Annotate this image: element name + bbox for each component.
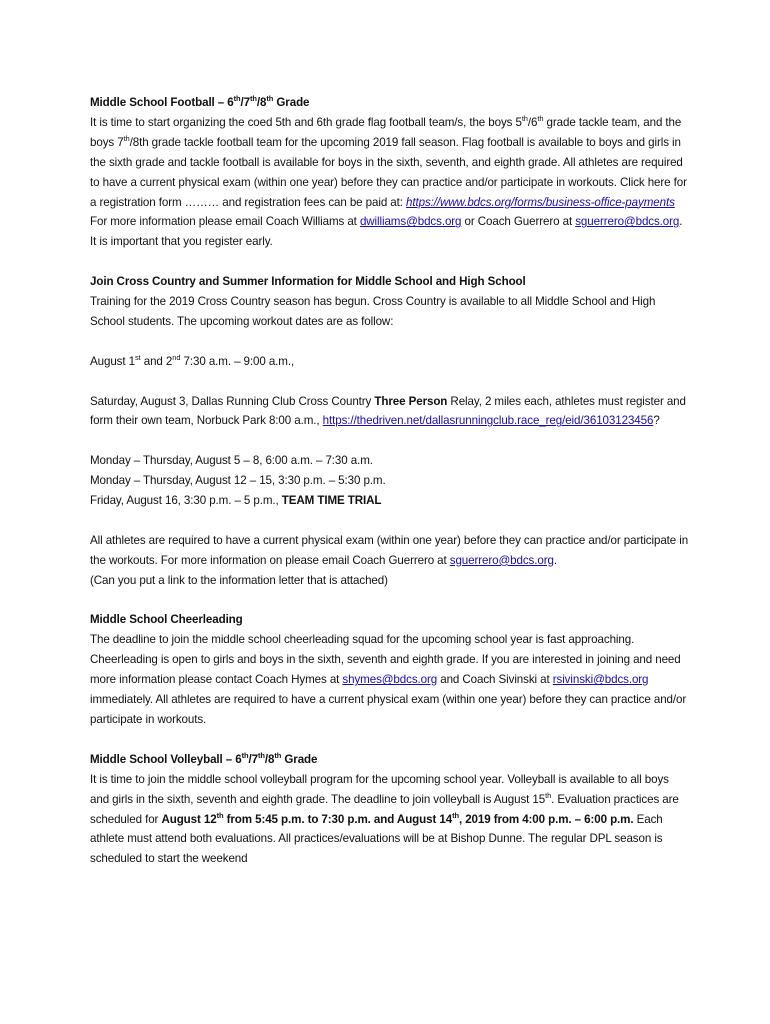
document-page — [90, 93, 690, 869]
email-guerrero-link-2[interactable]: sguerrero@bdcs.org — [449, 553, 554, 567]
cross-country-intro: Training for the 2019 Cross Country season has begun. Cross Country is available to all Middle School and High School students. The upcoming workout dates are as follow: — [90, 295, 656, 328]
cross-country-date-1: August 1st and 2nd 7:30 a.m. – 9:00 a.m., — [90, 352, 295, 368]
email-williams-link[interactable]: dwilliams@bdcs.org — [359, 215, 462, 229]
cross-country-requirements: All athletes are required to have a current physical exam (within one year) before they can practice and/or participate in the workouts. For more information on please email Coach Guerrero at sguerrero@bdcs.org. — [90, 533, 689, 567]
race-registration-link[interactable]: https://thedriven.net/dallasrunningclub.race_reg/eid/36103123456 — [322, 414, 654, 428]
volleyball-paragraph: It is time to join the middle school volleyball program for the upcoming school year. Volleyball is available to all boys and girls in the sixth, seventh and eighth grade. The deadline to join volleyball is August 15th. Evaluation practices are scheduled for August 12th from 5:45 p.m. to 7:30 p.m. and August 14th, 2019 from 4:00 p.m. – 6:00 p.m. Each athlete must attend both evaluations. All practices/evaluations will be at Bishop Dunne. The regular DPL season is scheduled to start the weekend — [90, 772, 679, 866]
football-heading: Middle School Football – 6th/7th/8th Grade — [90, 94, 310, 109]
cheer-paragraph: The deadline to join the middle school cheerleading squad for the upcoming school year is fast approaching. Cheerleading is open to girls and boys in the sixth, seventh and eighth grade. If you are interested in joining and need more information please contact Coach Hymes at shymes@bdcs.org and Coach Sivinski at rsivinski@bdcs.org immediately. All athletes are required to have a current physical exam (within one year) before they can practice and/or participate in workouts. — [90, 633, 687, 726]
football-paragraph: It is time to start organizing the coed 5th and 6th grade flag football team/s, the boys 5th/6th grade tackle team, and the boys 7th/8th grade tackle football team for the upcoming 2019 fall season. Flag football is available to boys and girls in the sixth grade and tackle football is available for boys in the sixth, seventh, and eighth grade. All athletes are required to have a current physical exam (within one year) before they can practice and/or participate in workouts. Click here for a registration form ……… and registration fees can be paid at: https://www.bdcs.org/forms/business-office-payments — [90, 114, 687, 209]
cross-country-schedule-3: Friday, August 16, 3:30 p.m. – 5 p.m., TEAM TIME TRIAL — [90, 494, 382, 508]
cross-country-race: Saturday, August 3, Dallas Running Club Cross Country Three Person Relay, 2 miles each, athletes must register and form their own team, Norbuck Park 8:00 a.m., https://thedriven.net/dallasrunningclub.race_reg/eid/36103123456? — [90, 394, 686, 428]
football-contact: For more information please email Coach Williams at dwilliams@bdcs.org or Coach Guerrero at sguerrero@bdcs.org. It is important that you register early. — [90, 215, 683, 249]
cross-country-schedule-1: Monday – Thursday, August 5 – 8, 6:00 a.m. – 7:30 a.m. — [90, 454, 373, 468]
email-guerrero-link[interactable]: sguerrero@bdcs.org — [575, 215, 680, 229]
payment-link[interactable]: https://www.bdcs.org/forms/business-office-payments — [406, 195, 675, 209]
email-sivinski-link[interactable]: rsivinski@bdcs.org — [552, 673, 649, 687]
cross-country-note: (Can you put a link to the information letter that is attached) — [90, 573, 388, 587]
cross-country-heading: Join Cross Country and Summer Information for Middle School and High School — [90, 275, 526, 289]
volleyball-heading: Middle School Volleyball – 6th/7th/8th Grade — [90, 750, 318, 766]
email-hymes-link[interactable]: shymes@bdcs.org — [342, 673, 438, 687]
cross-country-schedule-2: Monday – Thursday, August 12 – 15, 3:30 p.m. – 5:30 p.m. — [90, 474, 386, 488]
cheer-heading: Middle School Cheerleading — [90, 613, 243, 627]
